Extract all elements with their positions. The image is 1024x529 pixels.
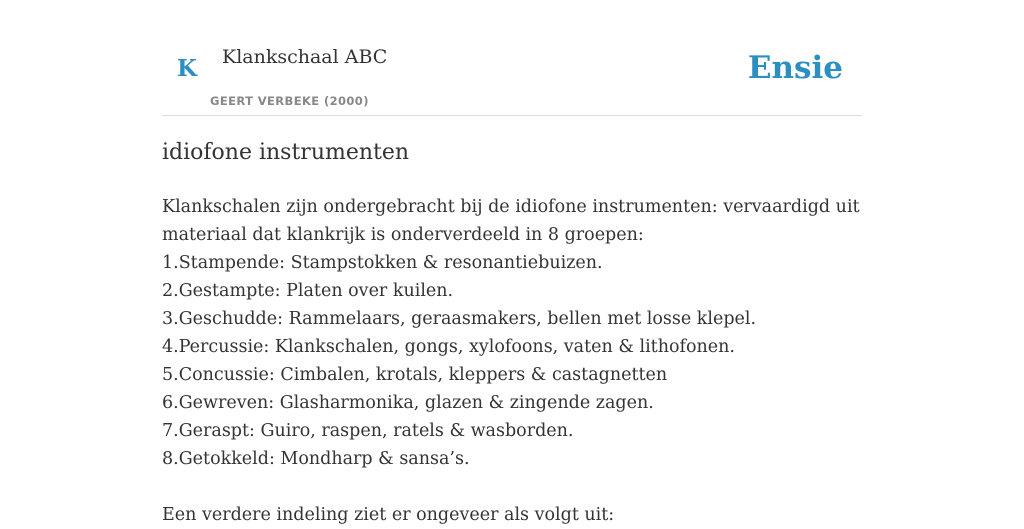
article-title: idiofone instrumenten — [162, 140, 410, 165]
article-intro: Klankschalen zijn ondergebracht bij de idiofone instrumenten: vervaardigd uit materiaal dat klankrijk is onderverdeeld in 8 groepen: — [162, 197, 860, 245]
article-body — [162, 193, 862, 529]
group-item-7: 7.Geraspt: Guiro, raspen, ratels & wasborden. — [162, 421, 574, 441]
book-title[interactable]: Klankschaal ABC — [222, 46, 388, 68]
book-author: GEERT VERBEKE (2000) — [210, 94, 369, 108]
ensie-logo[interactable]: Ensie — [747, 50, 843, 86]
group-item-6: 6.Gewreven: Glasharmonika, glazen & zingende zagen. — [162, 393, 654, 413]
group-item-2: 2.Gestampte: Platen over kuilen. — [162, 281, 454, 301]
content — [162, 0, 862, 525]
group-item-8: 8.Getokkeld: Mondharp & sansa’s. — [162, 449, 470, 469]
group-item-1: 1.Stampende: Stampstokken & resonantiebuizen. — [162, 253, 603, 273]
book-logo-icon[interactable]: K — [177, 55, 197, 82]
group-item-3: 3.Geschudde: Rammelaars, geraasmakers, bellen met losse klepel. — [162, 309, 757, 329]
group-item-4: 4.Percussie: Klankschalen, gongs, xylofoons, vaten & lithofonen. — [162, 337, 735, 357]
paragraph-gap — [162, 473, 862, 501]
header — [162, 0, 862, 116]
article-outro: Een verdere indeling ziet er ongeveer als volgt uit: — [162, 505, 615, 525]
group-item-5: 5.Concussie: Cimbalen, krotals, kleppers & castagnetten — [162, 365, 668, 385]
